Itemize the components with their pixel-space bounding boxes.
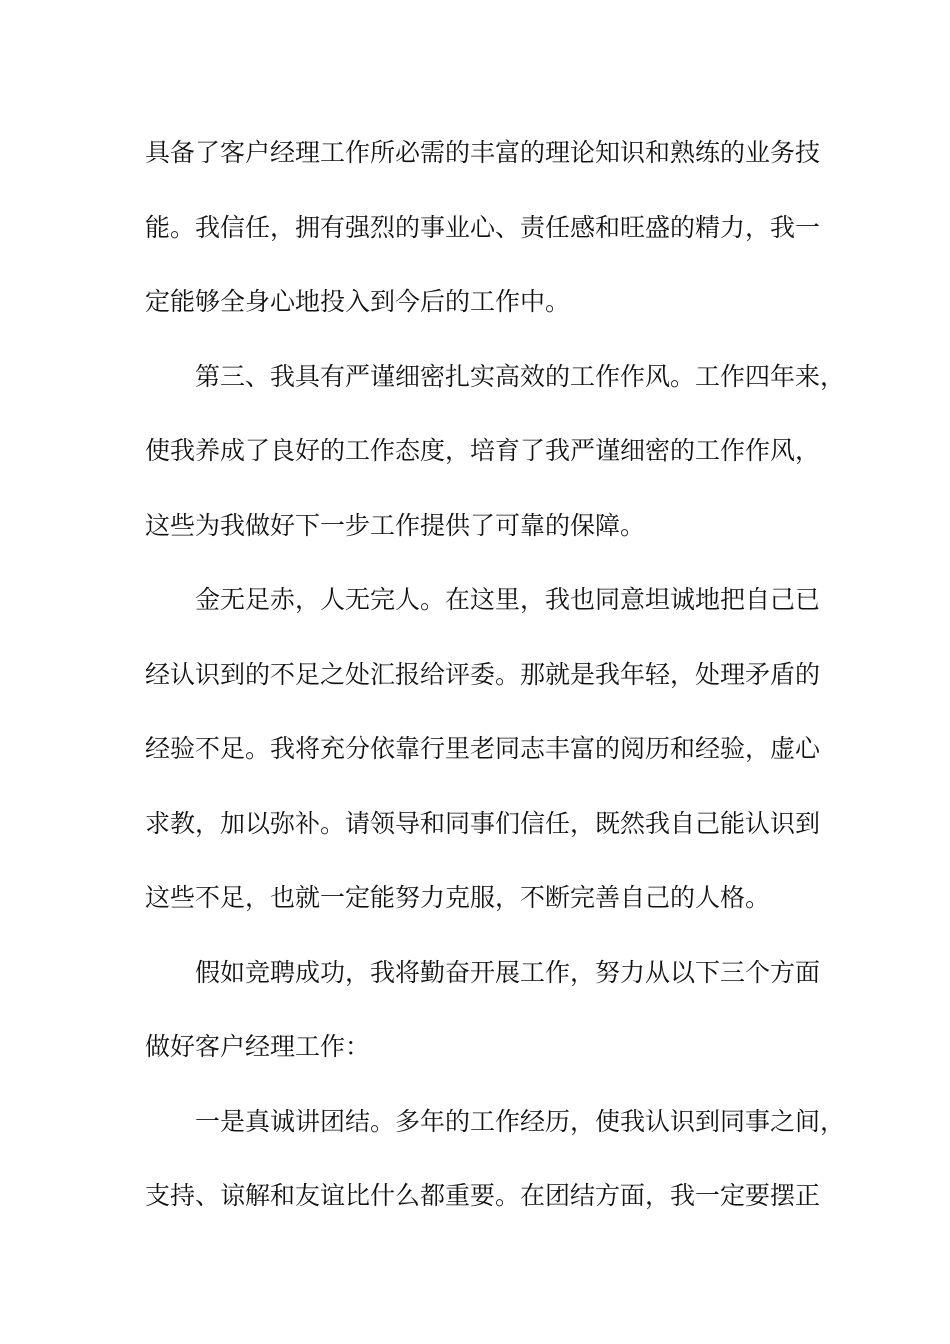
text-line: 经验不足。我将充分依靠行里老同志丰富的阅历和经验，虚心 — [145, 734, 821, 763]
text-line: 求教，加以弥补。请领导和同事们信任，既然我自己能认识到 — [145, 808, 821, 838]
text-line: 定能够全身心地投入到今后的工作中。 — [145, 287, 571, 316]
text-line: 经认识到的不足之处汇报给评委。那就是我年轻，处理矛盾的 — [145, 659, 821, 689]
body-text — [145, 127, 846, 1245]
text-line: 做好客户经理工作： — [145, 1032, 371, 1061]
paragraph-first-line: 金无足赤，人无完人。在这里，我也同意坦诚地把自己已 — [195, 585, 821, 614]
text-line: 这些不足，也就一定能努力克服，不断完善自己的人格。 — [145, 883, 771, 912]
paragraph-first-line: 假如竞聘成功，我将勤奋开展工作，努力从以下三个方面 — [195, 957, 821, 987]
text-line: 具备了客户经理工作所必需的丰富的理论知识和熟练的业务技 — [145, 138, 821, 167]
text-line: 使我养成了良好的工作态度，培育了我严谨细密的工作作风， — [145, 436, 821, 465]
text-line: 支持、谅解和友谊比什么都重要。在团结方面，我一定要摆正 — [145, 1181, 821, 1210]
paragraph-first-line: 第三、我具有严谨细密扎实高效的工作作风。工作四年来， — [195, 361, 846, 391]
text-line: 能。我信任，拥有强烈的事业心、责任感和旺盛的精力，我一 — [145, 212, 821, 242]
paragraph-first-line: 一是真诚讲团结。多年的工作经历，使我认识到同事之间， — [195, 1106, 846, 1136]
text-line: 这些为我做好下一步工作提供了可靠的保障。 — [145, 510, 646, 540]
